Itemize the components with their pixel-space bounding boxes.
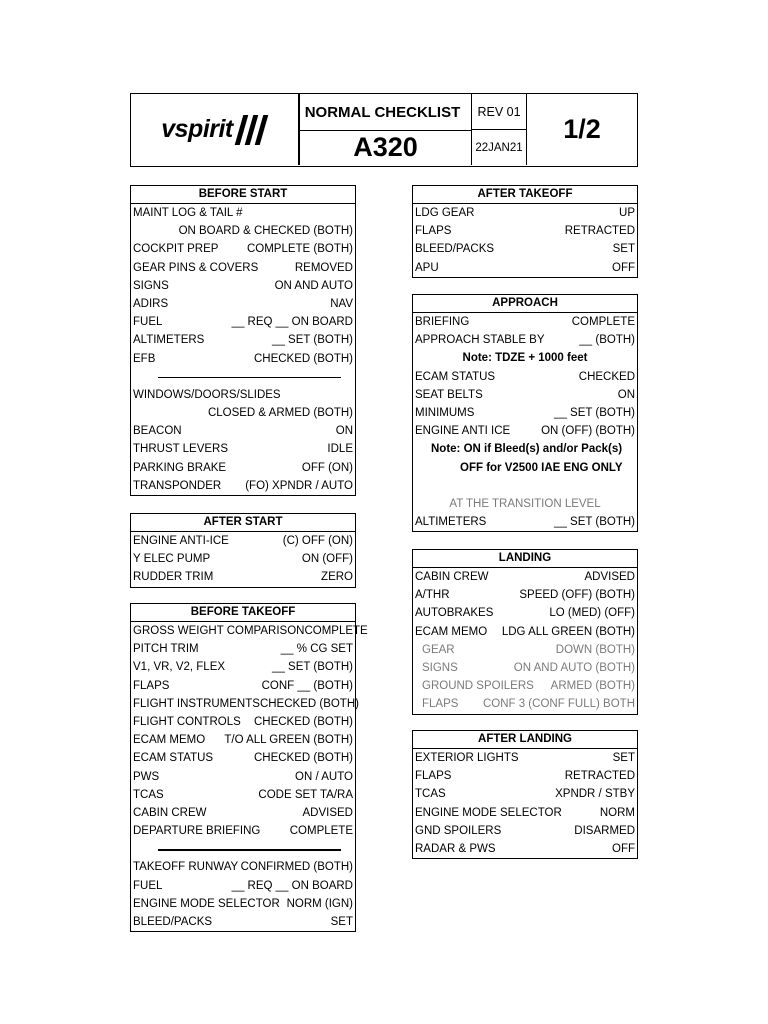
checklist-row: CLOSED & ARMED (BOTH) bbox=[207, 407, 353, 420]
section-title: AFTER START bbox=[131, 514, 355, 532]
section-title: APPROACH bbox=[413, 295, 637, 313]
checklist-row: AUTOBRAKES LO (MED) (OFF) bbox=[415, 607, 635, 620]
section-separator bbox=[131, 368, 355, 386]
checklist-row: CABIN CREW ADVISED bbox=[133, 806, 353, 819]
checklist-row: ALTIMETERS __ SET (BOTH) bbox=[133, 334, 353, 347]
checklist-title: NORMAL CHECKLIST bbox=[304, 103, 461, 121]
header-divider-vertical bbox=[298, 94, 299, 165]
checklist-row: MINIMUMS __ SET (BOTH) bbox=[415, 406, 635, 419]
checklist-note: Note: TDZE + 1000 feet bbox=[462, 352, 588, 365]
checklist-row: RADAR & PWS OFF bbox=[415, 842, 635, 855]
checklist-row: GND SPOILERS DISARMED bbox=[415, 824, 635, 837]
checklist-row: LDG GEAR UP bbox=[415, 207, 635, 219]
checklist-row: FLAPS CONF __ (BOTH) bbox=[133, 679, 353, 692]
checklist-row: PARKING BRAKE OFF (ON) bbox=[133, 461, 353, 474]
section-title: AFTER TAKEOFF bbox=[413, 186, 637, 204]
checklist-row: A/THR SPEED (OFF) (BOTH) bbox=[415, 589, 635, 602]
section-title: BEFORE TAKEOFF bbox=[131, 604, 355, 622]
checklist-subrow: FLAPS CONF 3 (CONF FULL) BOTH bbox=[422, 698, 635, 711]
checklist-row: ENGINE ANTI-ICE (C) OFF (ON) bbox=[133, 535, 353, 547]
page-number: 1/2 bbox=[563, 114, 601, 144]
after-landing-section bbox=[412, 730, 638, 859]
checklist-row: FLAPS RETRACTED bbox=[415, 770, 635, 783]
logo bbox=[131, 94, 300, 165]
checklist-row: V1, VR, V2, FLEX __ SET (BOTH) bbox=[133, 661, 353, 674]
checklist-row: PWS ON / AUTO bbox=[133, 770, 353, 783]
checklist-row: SEAT BELTS ON bbox=[415, 388, 635, 401]
landing-section bbox=[412, 549, 638, 715]
before-start-section bbox=[130, 185, 356, 496]
checklist-note: OFF for V2500 IAE ENG ONLY bbox=[460, 461, 623, 474]
checklist-row: FLIGHT CONTROLS CHECKED (BOTH) bbox=[133, 715, 353, 728]
approach-section bbox=[412, 294, 638, 532]
checklist-row: DEPARTURE BRIEFING COMPLETE bbox=[133, 825, 353, 838]
vspirit-logo bbox=[161, 115, 269, 145]
section-separator bbox=[131, 840, 355, 858]
checklist-row: CABIN CREW ADVISED bbox=[415, 571, 635, 583]
checklist-row: BEACON ON bbox=[133, 425, 353, 438]
checklist-row: ENGINE MODE SELECTOR NORM (IGN) bbox=[133, 897, 353, 910]
checklist-row: ENGINE ANTI ICE ON (OFF) (BOTH) bbox=[415, 425, 635, 438]
checklist-row: THRUST LEVERS IDLE bbox=[133, 443, 353, 456]
checklist-row: FUEL __ REQ __ ON BOARD bbox=[133, 316, 353, 329]
checklist-row: ECAM STATUS CHECKED bbox=[415, 370, 635, 383]
checklist-row: TCAS CODE SET TA/RA bbox=[133, 788, 353, 801]
checklist-row: ECAM STATUS CHECKED (BOTH) bbox=[133, 752, 353, 765]
checklist-row: ADIRS NAV bbox=[133, 297, 353, 310]
blank-row bbox=[413, 477, 637, 495]
section-title: BEFORE START bbox=[131, 186, 355, 204]
revision-date: 22JAN21 bbox=[471, 130, 527, 165]
checklist-row: ECAM MEMO T/O ALL GREEN (BOTH) bbox=[133, 734, 353, 747]
checklist-row: MAINT LOG & TAIL # bbox=[133, 207, 243, 219]
checklist-row: BLEED/PACKS SET bbox=[133, 916, 353, 928]
checklist-header bbox=[130, 93, 638, 167]
checklist-row: FLAPS RETRACTED bbox=[415, 225, 635, 238]
checklist-row: EFB CHECKED (BOTH) bbox=[133, 352, 353, 365]
section-title: AFTER LANDING bbox=[413, 731, 637, 749]
checklist-row: FUEL __ REQ __ ON BOARD bbox=[133, 879, 353, 892]
checklist-row: BRIEFING COMPLETE bbox=[415, 316, 635, 328]
checklist-subrow: GROUND SPOILERS ARMED (BOTH) bbox=[422, 680, 635, 693]
checklist-row: Y ELEC PUMP ON (OFF) bbox=[133, 553, 353, 566]
checklist-row: ECAM MEMO LDG ALL GREEN (BOTH) bbox=[415, 625, 635, 638]
checklist-row: APPROACH STABLE BY __ (BOTH) bbox=[415, 334, 635, 347]
after-start-section bbox=[130, 513, 356, 588]
checklist-row: APU OFF bbox=[415, 261, 635, 274]
checklist-row: EXTERIOR LIGHTS SET bbox=[415, 752, 635, 764]
checklist-row: RUDDER TRIM ZERO bbox=[133, 571, 353, 584]
checklist-row: SIGNS ON AND AUTO bbox=[133, 279, 353, 292]
logo-bars-icon bbox=[239, 115, 269, 145]
transition-level-label: AT THE TRANSITION LEVEL bbox=[449, 497, 601, 510]
checklist-row: COCKPIT PREP COMPLETE (BOTH) bbox=[133, 243, 353, 256]
checklist-row: GROSS WEIGHT COMPARISON COMPLETE bbox=[133, 625, 368, 637]
checklist-row: GEAR PINS & COVERS REMOVED bbox=[133, 261, 353, 274]
checklist-subrow: GEAR DOWN (BOTH) bbox=[422, 643, 635, 656]
checklist-row: BLEED/PACKS SET bbox=[415, 243, 635, 256]
before-takeoff-section bbox=[130, 603, 368, 932]
checklist-row: ALTIMETERS __ SET (BOTH) bbox=[415, 516, 635, 529]
checklist-row: TAKEOFF RUNWAY CONFIRMED (BOTH) bbox=[133, 861, 353, 874]
checklist-row: ON BOARD & CHECKED (BOTH) bbox=[178, 225, 353, 238]
checklist-row: TCAS XPNDR / STBY bbox=[415, 788, 635, 801]
checklist-note: Note: ON if Bleed(s) and/or Pack(s) bbox=[431, 443, 623, 456]
checklist-subrow: SIGNS ON AND AUTO (BOTH) bbox=[422, 661, 635, 674]
logo-text: vspirit bbox=[161, 115, 233, 143]
aircraft-model: A320 bbox=[353, 132, 418, 162]
after-takeoff-section bbox=[412, 185, 638, 278]
checklist-row: PITCH TRIM __ % CG SET bbox=[133, 643, 353, 656]
checklist-row: TRANSPONDER (FO) XPNDR / AUTO bbox=[133, 479, 353, 492]
section-title: LANDING bbox=[413, 550, 637, 568]
checklist-row: ENGINE MODE SELECTOR NORM bbox=[415, 806, 635, 819]
checklist-row: FLIGHT INSTRUMENTS CHECKED (BOTH) bbox=[133, 697, 359, 710]
checklist-row: WINDOWS/DOORS/SLIDES bbox=[133, 388, 281, 401]
revision-label: REV 01 bbox=[471, 94, 527, 130]
